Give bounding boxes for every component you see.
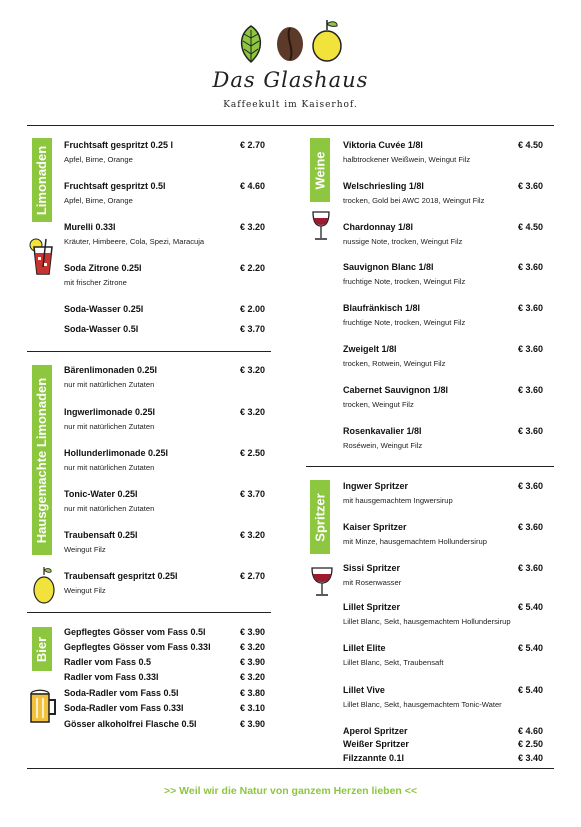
lemon-icon <box>33 565 55 605</box>
item-name: Lillet Spritzer <box>343 602 401 612</box>
item-desc: nussige Note, trocken, Weingut Filz <box>343 237 463 246</box>
item-desc: nur mit natürlichen Zutaten <box>64 422 155 431</box>
item-desc: mit frischer Zitrone <box>64 278 127 287</box>
soda-glass-icon <box>28 237 56 277</box>
item-desc: Roséwein, Weingut Filz <box>343 441 423 450</box>
divider <box>306 466 554 467</box>
item-desc: Kräuter, Himbeere, Cola, Spezi, Maracuja <box>64 237 205 246</box>
item-price: € 3.60 <box>518 385 544 395</box>
item-price: € 2.20 <box>240 263 266 273</box>
item-name: Blaufränkisch 1/8l <box>343 303 421 313</box>
item-name: Gösser alkoholfrei Flasche 0.5l <box>64 719 197 729</box>
item-name: Bärenlimonaden 0.25l <box>64 365 158 375</box>
item-price: € 3.20 <box>240 365 266 375</box>
item-name: Sissi Spritzer <box>343 563 401 573</box>
brand-tagline: Kaffeekult im Kaiserhof. <box>223 100 358 110</box>
item-name: Ingwer Spritzer <box>343 481 409 491</box>
item-desc: Lillet Blanc, Sekt, hausgemachtem Tonic-Water <box>343 700 502 709</box>
item-price: € 3.10 <box>240 703 266 713</box>
item-price: € 2.00 <box>240 304 266 314</box>
item-name: Traubensaft gespritzt 0.25l <box>64 571 178 581</box>
item-name: Soda-Wasser 0.5l <box>64 324 139 334</box>
item-desc: fruchtige Note, trocken, Weingut Filz <box>343 318 466 327</box>
section-tab-spritzer: Spritzer <box>310 480 330 554</box>
beer-mug-icon <box>28 688 58 724</box>
item-name: Cabernet Sauvignon 1/8l <box>343 385 449 395</box>
item-desc: halbtrockener Weißwein, Weingut Filz <box>343 155 471 164</box>
item-desc: nur mit natürlichen Zutaten <box>64 380 155 389</box>
item-price: € 3.20 <box>240 672 266 682</box>
item-desc: trocken, Gold bei AWC 2018, Weingut Filz <box>343 196 485 205</box>
item-name: Zweigelt 1/8l <box>343 344 397 354</box>
item-name: Soda-Wasser 0.25l <box>64 304 144 314</box>
item-desc: Apfel, Birne, Orange <box>64 155 133 164</box>
item-name: Fruchtsaft gespritzt 0.5l <box>64 181 166 191</box>
footer-slogan: >> Weil wir die Natur von ganzem Herzen lieben << <box>163 785 418 797</box>
leaf-icon <box>236 24 266 64</box>
wine-glass-icon <box>310 210 332 242</box>
item-name: Sauvignon Blanc 1/8l <box>343 262 434 272</box>
item-price: € 2.50 <box>240 448 266 458</box>
item-desc: Weingut Filz <box>64 545 106 554</box>
item-price: € 3.70 <box>240 489 266 499</box>
item-desc: mit Minze, hausgemachtem Hollundersirup <box>343 537 487 546</box>
item-name: Tonic-Water 0.25l <box>64 489 138 499</box>
item-name: Kaiser Spritzer <box>343 522 407 532</box>
item-desc: fruchtige Note, trocken, Weingut Filz <box>343 277 466 286</box>
item-price: € 5.40 <box>518 643 544 653</box>
item-price: € 3.60 <box>518 426 544 436</box>
item-price: € 3.60 <box>518 481 544 491</box>
section-tab-hausgemacht: Hausgemachte Limonaden <box>32 365 52 555</box>
item-name: Radler vom Fass 0.5 <box>64 657 152 667</box>
section-tab-bier: Bier <box>32 627 52 671</box>
item-price: € 3.20 <box>240 222 266 232</box>
item-name: Welschriesling 1/8l <box>343 181 424 191</box>
item-name: Lillet Vive <box>343 685 385 695</box>
item-price: € 2.70 <box>240 140 266 150</box>
item-price: € 3.80 <box>240 688 266 698</box>
item-name: Rosenkavalier 1/8l <box>343 426 422 436</box>
item-desc: Weingut Filz <box>64 586 106 595</box>
item-price: € 4.50 <box>518 222 544 232</box>
item-price: € 3.90 <box>240 719 266 729</box>
item-name: Traubensaft 0.25l <box>64 530 138 540</box>
item-price: € 3.90 <box>240 627 266 637</box>
divider <box>27 612 271 613</box>
item-price: € 3.90 <box>240 657 266 667</box>
item-price: € 2.50 <box>518 739 544 749</box>
section-tab-limonaden: Limonaden <box>32 138 52 222</box>
wine-glass-icon <box>310 566 334 598</box>
item-desc: nur mit natürlichen Zutaten <box>64 463 155 472</box>
item-name: Soda-Radler vom Fass 0.33l <box>64 703 184 713</box>
item-price: € 3.60 <box>518 344 544 354</box>
item-desc: mit hausgemachtem Ingwersirup <box>343 496 453 505</box>
coffee-bean-icon <box>275 25 305 63</box>
item-name: Lillet Elite <box>343 643 386 653</box>
item-name: Radler vom Fass 0.33l <box>64 672 159 682</box>
lemon-icon <box>310 18 344 64</box>
item-price: € 3.60 <box>518 262 544 272</box>
item-desc: Apfel, Birne, Orange <box>64 196 133 205</box>
item-name: Soda Zitrone 0.25l <box>64 263 142 273</box>
item-price: € 4.60 <box>518 726 544 736</box>
item-price: € 3.20 <box>240 407 266 417</box>
item-name: Gepflegtes Gösser vom Fass 0.5l <box>64 627 206 637</box>
item-desc: Lillet Blanc, Sekt, hausgemachtem Hollundersirup <box>343 617 511 626</box>
item-desc: Lillet Blanc, Sekt, Traubensaft <box>343 658 444 667</box>
item-price: € 3.70 <box>240 324 266 334</box>
item-desc: mit Rosenwasser <box>343 578 402 587</box>
item-price: € 3.60 <box>518 303 544 313</box>
item-price: € 4.60 <box>240 181 266 191</box>
item-desc: trocken, Rotwein, Weingut Filz <box>343 359 446 368</box>
item-name: Chardonnay 1/8l <box>343 222 414 232</box>
item-name: Gepflegtes Gösser vom Fass 0.33l <box>64 642 211 652</box>
item-name: Murelli 0.33l <box>64 222 116 232</box>
item-price: € 3.40 <box>518 753 544 763</box>
item-name: Filzzannte 0.1l <box>343 753 405 763</box>
item-price: € 5.40 <box>518 602 544 612</box>
section-tab-weine: Weine <box>310 138 330 202</box>
item-desc: nur mit natürlichen Zutaten <box>64 504 155 513</box>
item-price: € 2.70 <box>240 571 266 581</box>
item-name: Hollunderlimonade 0.25l <box>64 448 169 458</box>
item-price: € 3.20 <box>240 642 266 652</box>
item-name: Soda-Radler vom Fass 0.5l <box>64 688 179 698</box>
divider <box>27 768 554 769</box>
brand-name: Das Glashaus <box>212 68 369 92</box>
divider <box>27 351 271 352</box>
item-name: Ingwerlimonade 0.25l <box>64 407 156 417</box>
item-price: € 3.60 <box>518 522 544 532</box>
item-desc: trocken, Weingut Filz <box>343 400 414 409</box>
item-price: € 5.40 <box>518 685 544 695</box>
item-name: Fruchtsaft gespritzt 0.25 l <box>64 140 174 150</box>
item-price: € 3.60 <box>518 181 544 191</box>
item-price: € 3.20 <box>240 530 266 540</box>
item-price: € 3.60 <box>518 563 544 573</box>
item-name: Weißer Spritzer <box>343 739 409 749</box>
item-name: Viktoria Cuvée 1/8l <box>343 140 423 150</box>
item-name: Aperol Spritzer <box>343 726 408 736</box>
divider <box>27 125 554 126</box>
item-price: € 4.50 <box>518 140 544 150</box>
